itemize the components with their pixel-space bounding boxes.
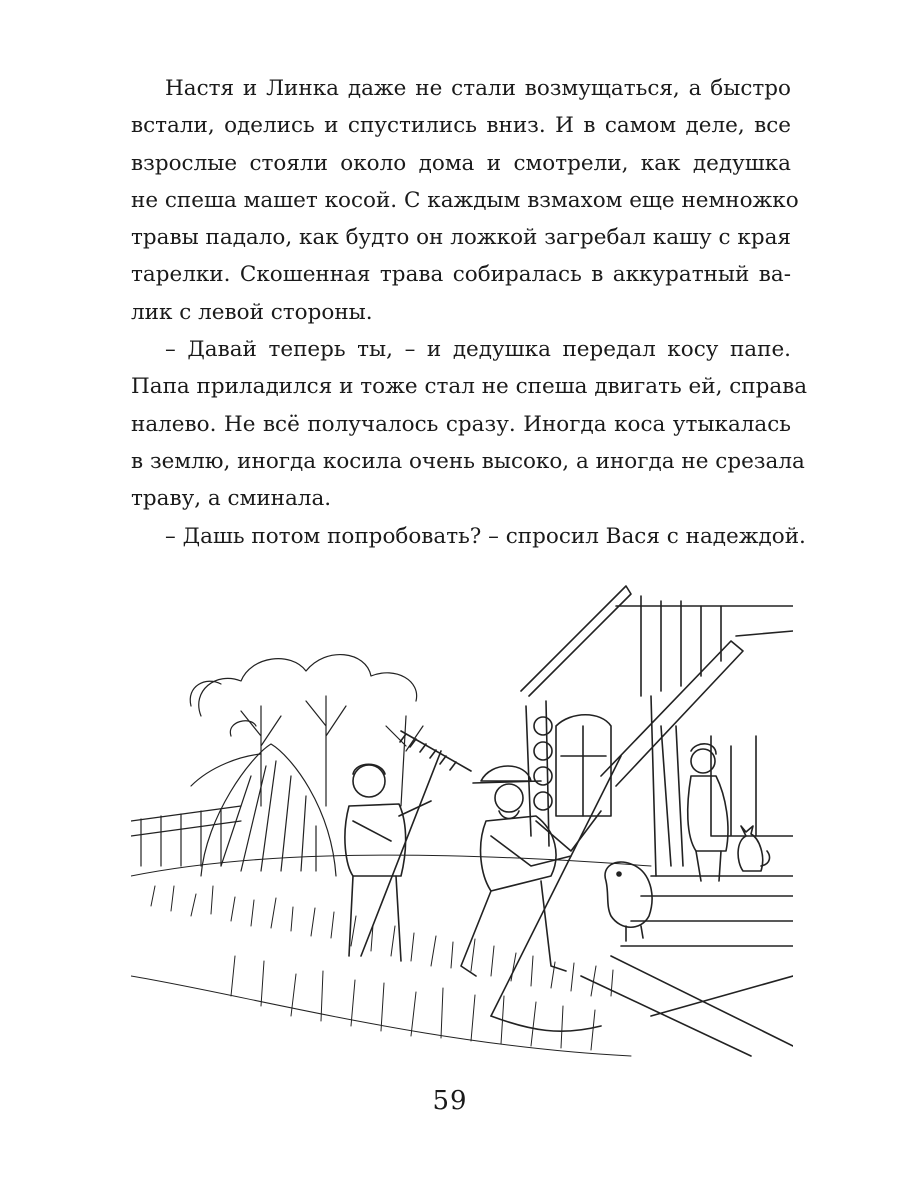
text-line: не спеша машет косой. С каждым взмахом еще немножко [131,187,799,213]
grass [131,855,651,1056]
text-line: Настя и Линка даже не стали возмущаться, а быстро [165,76,791,101]
page-number: 59 [432,1086,468,1116]
man-with-scythe [461,756,621,1031]
cat [738,826,769,871]
text-line: налево. Не всё получалось сразу. Иногда коса утыкалась [131,411,791,437]
text-line: в землю, иногда косила очень высоко, а иногда не срезала [131,448,805,474]
text-line: взрослые стояли около дома и смотрели, как дедушка [131,150,791,176]
text-line: – Давай теперь ты, – и дедушка передал косу папе. [165,337,791,363]
text-line: траву, а сминала. [131,486,332,512]
text-line: травы падало, как будто он ложкой загребал кашу с края [131,225,791,251]
mowing-scene-drawing-icon [131,576,793,1058]
text-line: – Дашь потом попробовать? – спросил Вася с надеждой. [165,523,806,549]
text-line: тарелки. Скошенная трава собиралась в аккуратный ва- [131,262,791,288]
man-with-rake [345,731,471,961]
text-line: встали, оделись и спустились вниз. И в самом деле, все [131,113,791,139]
animal [605,862,652,941]
text-line: Папа приладился и тоже стал не спеша двигать ей, справа [131,374,808,400]
house [521,586,793,1056]
text-line: лик с левой стороны. [131,299,373,325]
woman [688,744,728,881]
body-text [131,70,808,555]
